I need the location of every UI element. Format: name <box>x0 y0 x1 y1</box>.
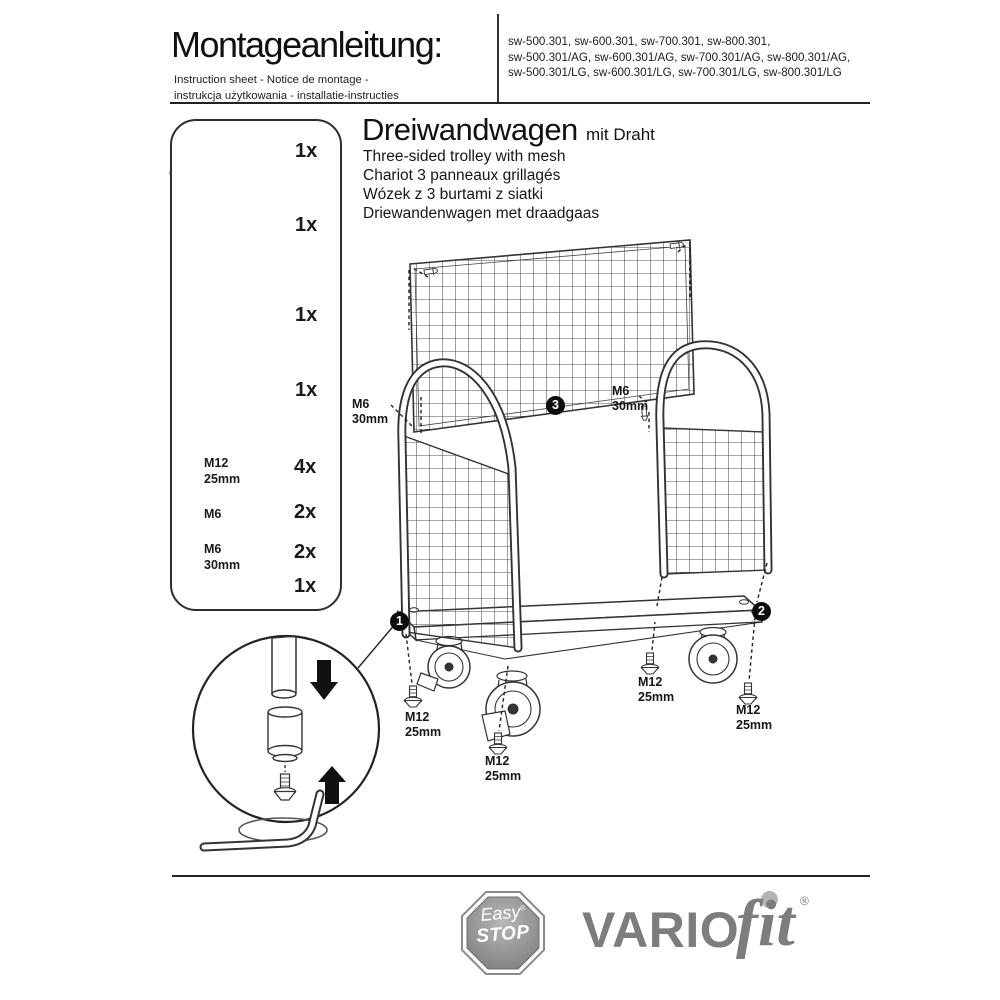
page-title: Montageanleitung: <box>171 24 442 65</box>
part-qty: 1x <box>295 140 318 162</box>
product-title: Dreiwandwagen mit Draht <box>362 112 655 147</box>
part-qty: 2x <box>294 501 317 523</box>
callout-m12-1: M12 25mm <box>405 710 442 739</box>
product-title-nl: Driewandenwagen met draadgaas <box>363 205 600 222</box>
callout-m6-left: M6 30mm <box>352 397 389 426</box>
step-badge-1: 1 <box>390 612 409 631</box>
sku-line: sw-500.301/LG, sw-600.301/LG, sw-700.301/LG, sw-800.301/LG <box>508 66 842 79</box>
callout-m12-3: M12 25mm <box>638 675 675 704</box>
step-badge-3: 3 <box>546 396 565 415</box>
sku-list <box>508 34 850 81</box>
easy-stop-easy-text: Easy® <box>479 901 526 925</box>
product-title-pl: Wózek z 3 burtami z siatki <box>363 186 544 203</box>
sku-line: sw-500.301, sw-600.301, sw-700.301, sw-800.301, <box>508 35 771 48</box>
easy-reg-mark: ® <box>519 905 526 913</box>
callout-m12-2: M12 25mm <box>485 754 522 783</box>
product-title-en: Three-sided trolley with mesh <box>363 148 566 165</box>
caster-right <box>689 628 737 684</box>
sku-line: sw-500.301/AG, sw-600.301/AG, sw-700.301/AG, sw-800.301/AG, <box>508 50 851 64</box>
parts-list-panel <box>170 119 342 611</box>
product-title-fr: Chariot 3 panneaux grillagés <box>363 167 561 184</box>
callout-m12-4: M12 25mm <box>736 703 773 732</box>
brand-fit-text: fit <box>736 887 795 960</box>
product-title-suffix: mit Draht <box>585 125 655 144</box>
part-qty: 1x <box>295 304 318 326</box>
part-qty: 1x <box>294 575 317 597</box>
subtitle-line: Instruction sheet - Notice de montage - <box>174 74 369 86</box>
brand-vario-text: VARIO <box>582 902 740 958</box>
header-divider <box>497 14 499 102</box>
easy-stop-stop-text: STOP <box>475 921 531 948</box>
brand-registered-icon: ® <box>800 894 809 908</box>
detail-leader-line <box>358 623 396 668</box>
subtitle-line: instrukcja użytkowania - installatie-instructies <box>174 90 399 102</box>
callout-m6-right: M6 30mm <box>612 384 649 413</box>
step-badge-2: 2 <box>752 602 771 621</box>
part-label: M6 <box>204 507 222 521</box>
assembly-detail-circle <box>193 636 379 847</box>
part-qty: 1x <box>295 379 318 401</box>
header-subtitles <box>174 72 399 104</box>
bottom-rule <box>172 875 870 877</box>
part-qty: 1x <box>295 214 318 236</box>
part-qty: 2x <box>294 541 317 563</box>
part-label: M6 30mm <box>204 542 241 572</box>
part-qty: 4x <box>294 456 317 478</box>
part-label: M12 25mm <box>204 456 241 486</box>
caster-front-swivel <box>482 671 540 741</box>
